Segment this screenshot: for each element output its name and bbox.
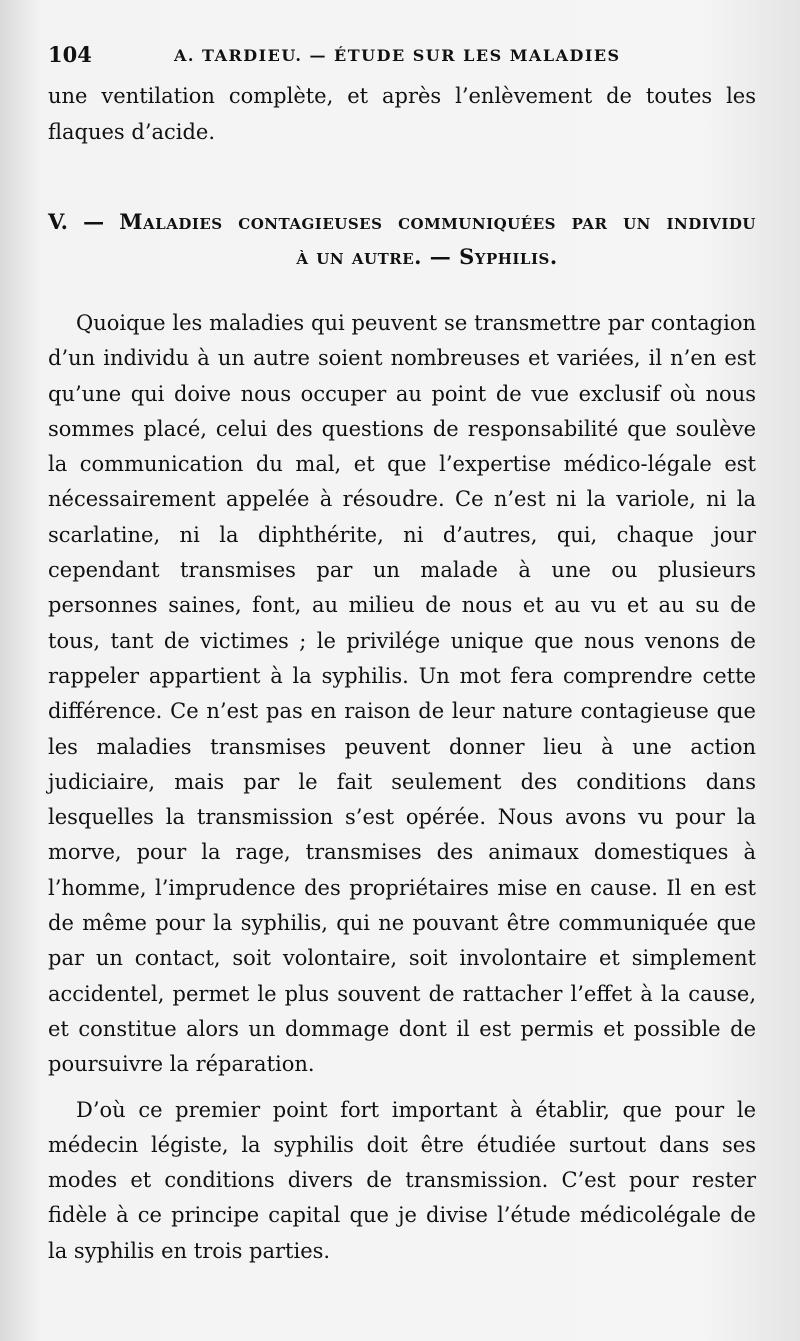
page-number: 104: [48, 42, 92, 67]
section-number: V.: [48, 209, 68, 234]
section-title-line-1: Maladies contagieuses communiquées par un individu: [119, 209, 757, 234]
section-heading-line-1: [48, 204, 756, 239]
paragraph-2: D’où ce premier point fort important à établir, que pour le médecin légiste, la syphilis doit être étudiée surtout dans ses modes et conditions divers de transmission. C’est pour rester fidèle à ce principe capital que je divise l’étude médicolégale de la syphilis en trois parties.: [48, 1097, 756, 1263]
section-dash: —: [83, 209, 105, 234]
page-header: [48, 40, 748, 74]
paragraph-1: Quoique les maladies qui peuvent se transmettre par contagion d’un individu à un autre soient nombreuses et variées, il n’en est qu’une qui doive nous occuper au point de vue exclusif où nous sommes placé, celui des questions de responsabilité que soulève la communication du mal, et que l’expertise médico-légale est nécessairement appelée à résoudre. Ce n’est ni la variole, ni la scarlatine, ni la diphthérite, ni d’autres, qui, chaque jour cependant transmises par un malade à une ou plusieurs personnes saines, font, au milieu de nous et au vu et au su de tous, tant de victimes ; le privilége unique que nous venons de rappeler appartient à la syphilis. Un mot fera comprendre cette différence. Ce n’est pas en raison de leur nature contagieuse que les maladies transmises peuvent donner lieu à une action judiciaire, mais par le fait seulement des conditions dans lesquelles la transmission s’est opérée. Nous avons vu pour la morve, pour la rage, transmises des animaux domestiques à l’homme, l’imprudence des propriétaires mise en cause. Il en est de même pour la syphilis, qui ne pouvant être communiquée que par un contact, soit volontaire, soit involontaire et simplement accidentel, permet le plus souvent de rattacher l’effet à la cause, et constitue alors un dommage dont il est permis et possible de poursuivre la réparation.: [48, 311, 756, 1077]
main-text: [48, 306, 756, 1269]
section-title-line-2: à un autre. — Syphilis.: [296, 244, 558, 269]
section-heading: [48, 204, 756, 274]
opening-paragraph: une ventilation complète, et après l’enlèvement de toutes les flaques d’acide.: [48, 84, 756, 144]
running-title: A. TARDIEU. — ÉTUDE SUR LES MALADIES: [174, 46, 621, 65]
opening-text: [48, 79, 756, 150]
